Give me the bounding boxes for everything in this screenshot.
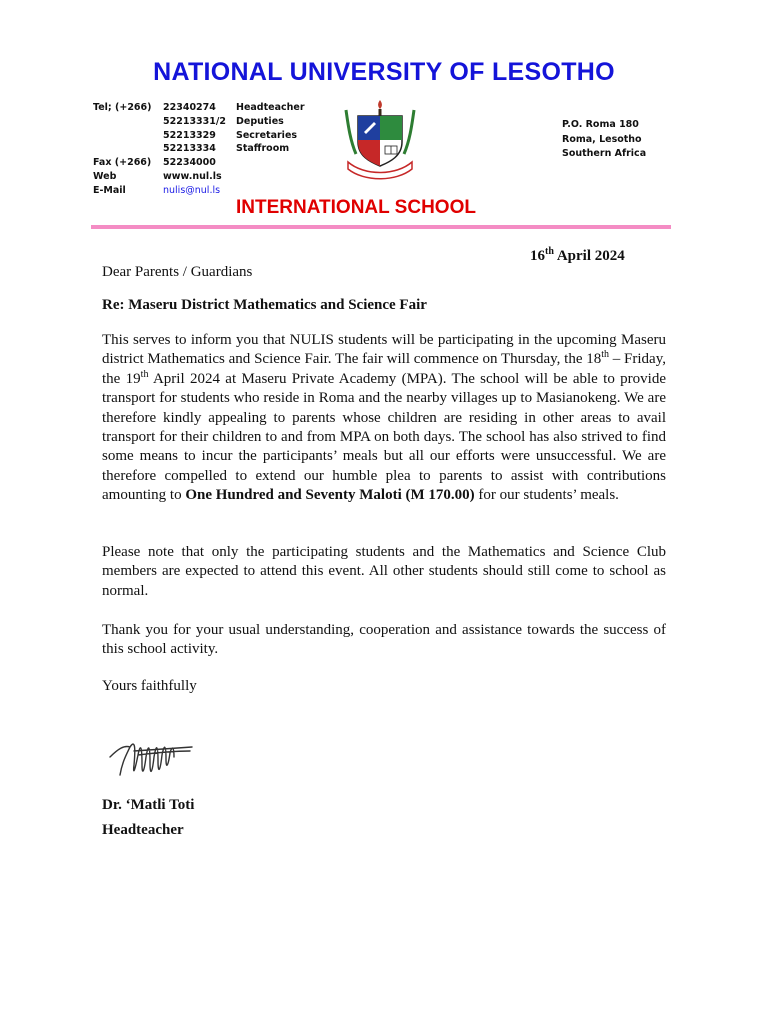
address-line: P.O. Roma 180 xyxy=(562,119,639,130)
contact-role: Headteacher xyxy=(236,102,305,113)
address-line: Roma, Lesotho xyxy=(562,133,642,145)
contact-role: Staffroom xyxy=(236,143,290,155)
shield-red-quarter xyxy=(358,140,380,166)
torch-flame xyxy=(378,100,382,109)
signature xyxy=(104,735,200,781)
paragraph-intro: This serves to inform you that NULIS students will be participating in the upcoming Maseru district Mathematics and Science Fair. The fair will commence on Thursday, the 18th – Friday, the 19th April 2024 at Maseru Private Academy (MPA). The school will be able to provide transport for students who reside in Roma and the nearby villages up to Masianokeng. We are therefore kindly appealing to parents whose children are residing in other areas to avail transport for their children to and from MPA on both days. The school has also strived to find some means to incur the participants’ meals but all our efforts were unsuccessful. We are therefore compelled to extend our humble plea to parents to assist with contributions amounting to One Hundred and Seventy Maloti (M 170.00) for our students’ meals. xyxy=(102,332,666,504)
contact-label: Tel; (+266) xyxy=(93,102,152,113)
contact-number: 52213331/2 xyxy=(163,115,226,127)
left-branch xyxy=(346,110,356,154)
salutation: Dear Parents / Guardians xyxy=(102,264,253,280)
contact-role: Deputies xyxy=(236,115,284,127)
paragraph-thanks: Thank you for your usual understanding, cooperation and assistance towards the success of this school activity. xyxy=(102,622,666,658)
email-link[interactable]: nulis@nul.ls xyxy=(163,184,221,196)
contact-label: Web xyxy=(93,170,117,182)
postal-address xyxy=(562,118,646,162)
contact-role: Secretaries xyxy=(236,129,298,141)
paragraph-attendance: Please note that only the participating students and the Mathematics and Science Club members are expected to attend this event. All other students should still come to school as normal. xyxy=(102,544,666,599)
signer-name: Dr. ‘Matli Toti xyxy=(102,797,195,813)
header-divider xyxy=(91,225,671,229)
university-crest xyxy=(338,96,422,180)
contribution-amount: One Hundred and Seventy Maloti (M 170.00) xyxy=(185,487,475,504)
contact-label: E-Mail xyxy=(93,184,126,196)
contact-number: 22340274 xyxy=(163,102,216,113)
university-title: NATIONAL UNIVERSITY OF LESOTHO xyxy=(153,58,615,86)
contact-number: 52234000 xyxy=(163,157,216,169)
school-title: INTERNATIONAL SCHOOL xyxy=(236,197,476,218)
signer-title: Headteacher xyxy=(102,822,184,838)
letter-date: 16th April 2024 xyxy=(530,246,625,264)
contact-number: 52213334 xyxy=(163,143,216,155)
right-branch xyxy=(404,110,414,154)
contact-number: 52213329 xyxy=(163,129,216,141)
contact-label: Fax (+266) xyxy=(93,157,152,169)
web-link[interactable]: www.nul.ls xyxy=(163,170,222,182)
subject-line: Re: Maseru District Mathematics and Science Fair xyxy=(102,297,427,313)
address-line: Southern Africa xyxy=(562,148,647,159)
closing: Yours faithfully xyxy=(102,678,197,694)
shield-green-quarter xyxy=(380,116,402,140)
